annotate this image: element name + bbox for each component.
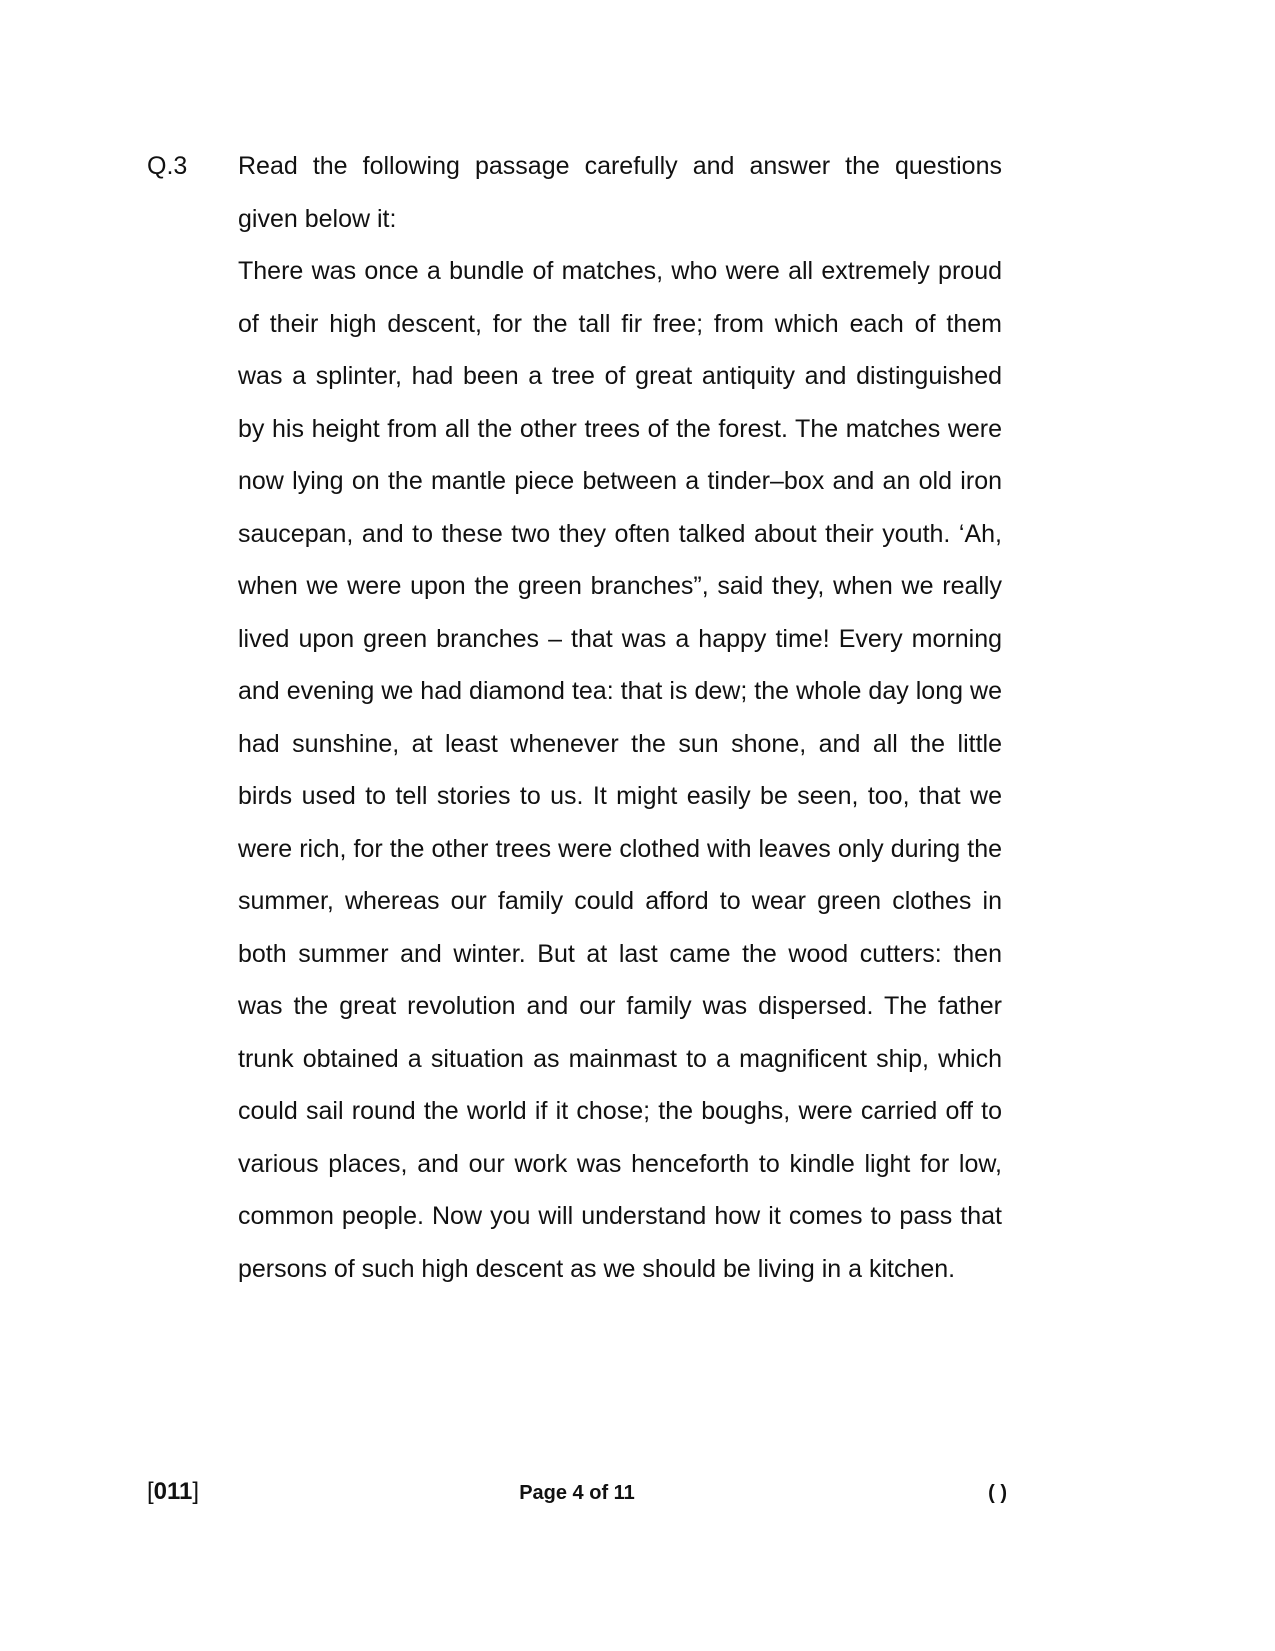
page-number: Page 4 of 11 [519, 1482, 635, 1504]
question-number: Q.3 [147, 152, 188, 180]
passage-text: There was once a bundle of matches, who were all extremely proud of their high descent, for the tall fir free; from which each of them was a splinter, had been a tree of great antiquity and distinguished by his height from all the other trees of the forest. The matches were now lying on the mantle piece between a tinder–box and an old iron saucepan, and to these two they often talked about their youth. ‘Ah, when we were upon the green branches”, said they, when we really lived upon green branches – that was a happy time! Every morning and evening we had diamond tea: that is dew; the whole day long we had sunshine, at least whenever the sun shone, and all the little birds used to tell stories to us. It might easily be seen, too, that we were rich, for the other trees were clothed with leaves only during the summer, whereas our family could afford to wear green clothes in both summer and winter. But at last came the wood cutters: then was the great revolution and our family was dispersed. The father trunk obtained a situation as mainmast to a magnificent ship, which could sail round the world if it chose; the boughs, were carried off to various places, and our work was henceforth to kindle light for low, common people. Now you will understand how it comes to pass that persons of such high descent as we should be living in a kitchen. [238, 257, 1002, 1283]
question-body [238, 140, 1002, 1295]
footer-parentheses: ( ) [988, 1482, 1007, 1504]
paper-code-bracket-open: [ [147, 1478, 154, 1505]
question-instruction: Read the following passage carefully and answer the questions given below it: [238, 152, 1002, 233]
paper-code-bracket-close: ] [192, 1478, 200, 1505]
page-footer [147, 1478, 1007, 1518]
paper-code-number: 011 [153, 1478, 193, 1505]
